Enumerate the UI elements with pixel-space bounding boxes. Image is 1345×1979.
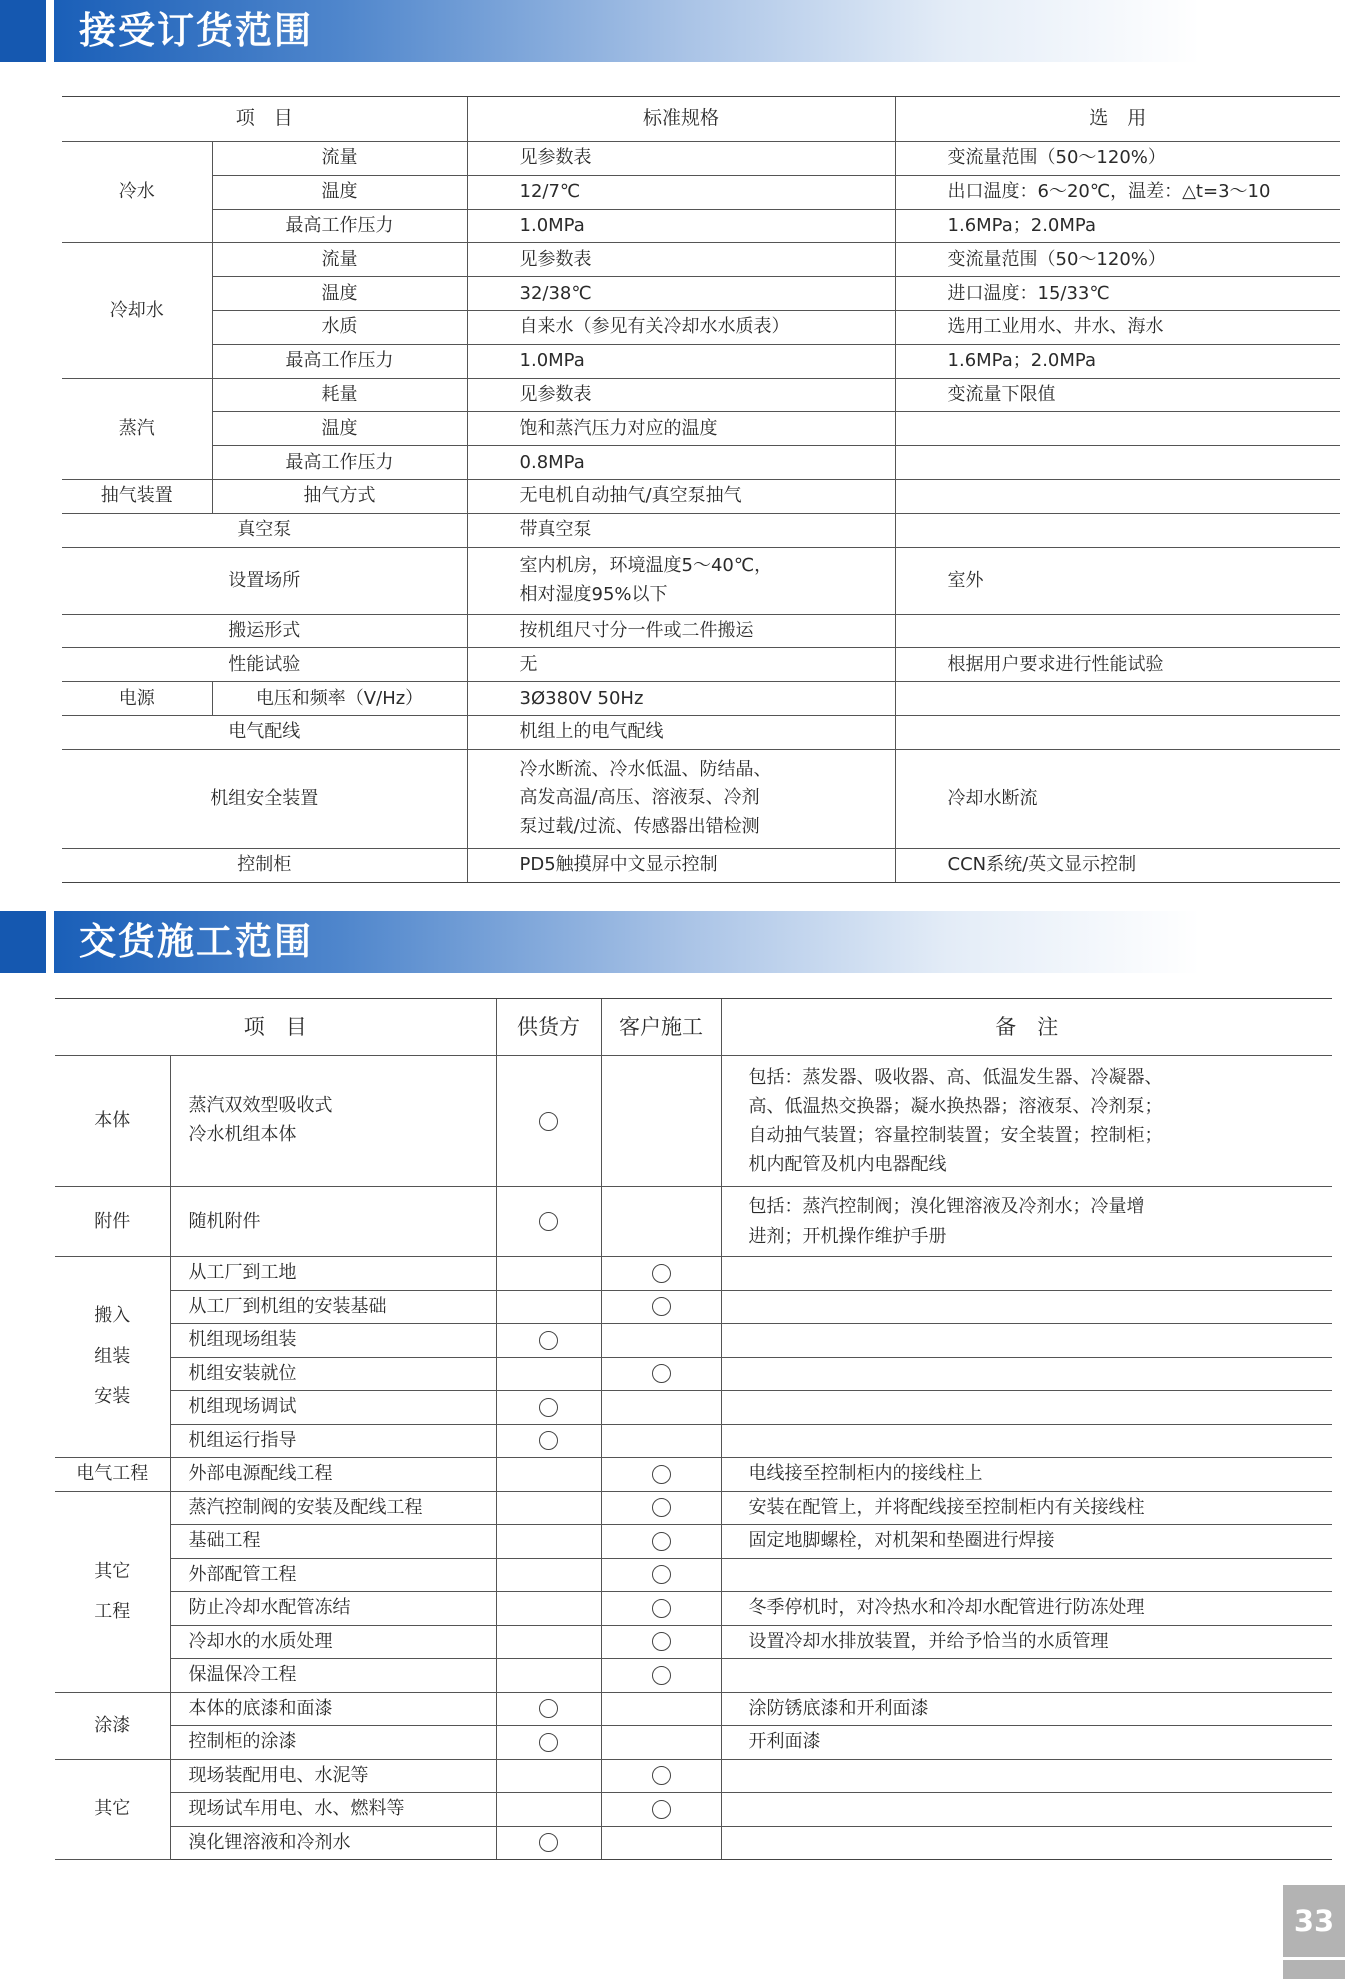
- supplier-cell: [496, 1659, 601, 1693]
- table-header-row: [62, 97, 1340, 142]
- supplier-cell: [496, 1793, 601, 1827]
- remark-cell: [721, 1659, 1332, 1693]
- table-row: [62, 142, 1340, 176]
- item-cell: 现场装配用电、水泥等: [170, 1759, 496, 1793]
- sub-item-cell: 抽气方式: [212, 479, 467, 513]
- item-cell: 机组安装就位: [170, 1357, 496, 1391]
- table-row: [62, 648, 1340, 682]
- supplier-cell: [496, 1056, 601, 1187]
- header-spec: 标准规格: [467, 97, 895, 142]
- circle-mark-icon: [652, 1264, 671, 1283]
- circle-mark-icon: [652, 1364, 671, 1383]
- option-cell: 变流量下限值: [895, 378, 1340, 412]
- sub-item-cell: 最高工作压力: [212, 209, 467, 243]
- circle-mark-icon: [652, 1632, 671, 1651]
- option-cell: 出口温度：6～20℃，温差：△t=3～10: [895, 175, 1340, 209]
- group-line: 工程: [94, 1600, 131, 1622]
- customer-cell: [601, 1290, 721, 1324]
- option-cell: 变流量范围（50～120%）: [895, 243, 1340, 277]
- supplier-cell: [496, 1357, 601, 1391]
- circle-mark-icon: [539, 1699, 558, 1718]
- option-cell: 1.6MPa；2.0MPa: [895, 344, 1340, 378]
- option-cell: [895, 513, 1340, 547]
- circle-mark-icon: [539, 1331, 558, 1350]
- item-cell: 设置场所: [62, 547, 467, 614]
- group-line: 组装: [94, 1345, 131, 1367]
- remark-line: 机内配管及机内电器配线: [748, 1154, 947, 1176]
- remark-cell: 设置冷却水排放装置，并给予恰当的水质管理: [721, 1625, 1332, 1659]
- spec-cell: 按机组尺寸分一件或二件搬运: [467, 614, 895, 648]
- option-cell: [895, 715, 1340, 749]
- spec-cell: 1.0MPa: [467, 344, 895, 378]
- group-cell: 蒸汽: [62, 378, 212, 479]
- table-row: [55, 1458, 1332, 1492]
- remark-line: 包括：蒸汽控制阀；溴化锂溶液及冷剂水；冷量增: [748, 1196, 1145, 1218]
- option-cell: [895, 682, 1340, 716]
- item-cell: 机组现场组装: [170, 1324, 496, 1358]
- spec-line: 相对湿度95%以下: [519, 583, 668, 605]
- table-row: [55, 1525, 1332, 1559]
- supplier-cell: [496, 1592, 601, 1626]
- table-row: [55, 1290, 1332, 1324]
- table-row: [62, 378, 1340, 412]
- remark-cell: [721, 1187, 1332, 1257]
- remark-cell: 冬季停机时，对冷热水和冷却水配管进行防冻处理: [721, 1592, 1332, 1626]
- item-cell: 从工厂到机组的安装基础: [170, 1290, 496, 1324]
- spec-cell: 带真空泵: [467, 513, 895, 547]
- item-cell: 机组安全装置: [62, 749, 467, 848]
- customer-cell: [601, 1592, 721, 1626]
- table-row: [55, 1826, 1332, 1860]
- remark-cell: 涂防锈底漆和开利面漆: [721, 1692, 1332, 1726]
- item-cell: 从工厂到工地: [170, 1257, 496, 1291]
- circle-mark-icon: [652, 1766, 671, 1785]
- option-cell: CCN系统/英文显示控制: [895, 848, 1340, 882]
- section-banner-delivery-scope: [0, 911, 1200, 973]
- table-row: [62, 715, 1340, 749]
- table-row: [55, 1187, 1332, 1257]
- sub-item-cell: 电压和频率（V/Hz）: [212, 682, 467, 716]
- sub-item-cell: 流量: [212, 142, 467, 176]
- option-cell: 冷却水断流: [895, 749, 1340, 848]
- item-cell: 外部配管工程: [170, 1558, 496, 1592]
- header-customer: 客户施工: [601, 999, 721, 1056]
- circle-mark-icon: [652, 1565, 671, 1584]
- table-row: [55, 1491, 1332, 1525]
- remark-cell: [721, 1826, 1332, 1860]
- remark-line: 高、低温热交换器；凝水换热器；溶液泵、冷剂泵；: [748, 1095, 1163, 1117]
- circle-mark-icon: [652, 1666, 671, 1685]
- customer-cell: [601, 1424, 721, 1458]
- spec-cell: 饱和蒸汽压力对应的温度: [467, 412, 895, 446]
- item-cell: 机组现场调试: [170, 1391, 496, 1425]
- table-row: [55, 1391, 1332, 1425]
- group-cell: 冷水: [62, 142, 212, 243]
- remark-line: 自动抽气装置；容量控制装置；安全装置；控制柜；: [748, 1125, 1163, 1146]
- table-row: [55, 1424, 1332, 1458]
- spec-cell: 机组上的电气配线: [467, 715, 895, 749]
- remark-cell: [721, 1424, 1332, 1458]
- table-row: [62, 749, 1340, 848]
- header-remark: 备 注: [721, 999, 1332, 1056]
- sub-item-cell: 温度: [212, 277, 467, 311]
- circle-mark-icon: [652, 1599, 671, 1618]
- customer-cell: [601, 1491, 721, 1525]
- item-cell: 真空泵: [62, 513, 467, 547]
- table-row: [55, 1324, 1332, 1358]
- supplier-cell: [496, 1826, 601, 1860]
- page-number-bar: [1283, 1960, 1345, 1979]
- spec-cell: 1.0MPa: [467, 209, 895, 243]
- remark-cell: [721, 1558, 1332, 1592]
- remark-cell: [721, 1759, 1332, 1793]
- supplier-cell: [496, 1491, 601, 1525]
- section-title: 交货施工范围: [79, 920, 313, 963]
- spec-cell: [467, 749, 895, 848]
- item-cell: 现场试车用电、水、燃料等: [170, 1793, 496, 1827]
- sub-item-cell: 流量: [212, 243, 467, 277]
- customer-cell: [601, 1257, 721, 1291]
- customer-cell: [601, 1391, 721, 1425]
- table-row: [55, 1659, 1332, 1693]
- table-row: [55, 1257, 1332, 1291]
- remark-cell: [721, 1793, 1332, 1827]
- spec-line: 室内机房，环境温度5～40℃，: [519, 554, 773, 576]
- remark-cell: [721, 1290, 1332, 1324]
- table-row: [62, 479, 1340, 513]
- group-cell: 其它: [55, 1759, 170, 1860]
- section-title: 接受订货范围: [79, 9, 313, 52]
- spec-cell: [467, 547, 895, 614]
- supplier-cell: [496, 1187, 601, 1257]
- table-row: [55, 1692, 1332, 1726]
- customer-cell: [601, 1525, 721, 1559]
- customer-cell: [601, 1324, 721, 1358]
- table-row: [55, 1625, 1332, 1659]
- table-row: [55, 1056, 1332, 1187]
- circle-mark-icon: [539, 1733, 558, 1752]
- remark-cell: [721, 1324, 1332, 1358]
- table-row: [62, 175, 1340, 209]
- table-row: [62, 848, 1340, 882]
- spec-cell: 无: [467, 648, 895, 682]
- option-cell: [895, 614, 1340, 648]
- supplier-cell: [496, 1759, 601, 1793]
- circle-mark-icon: [539, 1398, 558, 1417]
- option-cell: 变流量范围（50～120%）: [895, 142, 1340, 176]
- sub-item-cell: 最高工作压力: [212, 344, 467, 378]
- group-cell: [55, 1491, 170, 1692]
- item-cell: 性能试验: [62, 648, 467, 682]
- table-row: [55, 1592, 1332, 1626]
- table-row: [55, 1759, 1332, 1793]
- item-cell: [170, 1056, 496, 1187]
- group-cell: 电源: [62, 682, 212, 716]
- table-row: [62, 547, 1340, 614]
- spec-cell: 32/38℃: [467, 277, 895, 311]
- remark-line: 进剂；开机操作维护手册: [748, 1225, 947, 1247]
- item-cell: 溴化锂溶液和冷剂水: [170, 1826, 496, 1860]
- spec-line: 高发高温/高压、溶液泵、冷剂: [519, 787, 760, 809]
- remark-cell: [721, 1257, 1332, 1291]
- item-cell: 基础工程: [170, 1525, 496, 1559]
- header-option: 选 用: [895, 97, 1340, 142]
- sub-item-cell: 温度: [212, 175, 467, 209]
- item-cell: 防止冷却水配管冻结: [170, 1592, 496, 1626]
- item-cell: 控制柜的涂漆: [170, 1726, 496, 1760]
- circle-mark-icon: [652, 1465, 671, 1484]
- header-supplier: 供货方: [496, 999, 601, 1056]
- supplier-cell: [496, 1525, 601, 1559]
- sub-item-cell: 水质: [212, 310, 467, 344]
- customer-cell: [601, 1826, 721, 1860]
- table-row: [62, 243, 1340, 277]
- page-number: 33: [1283, 1885, 1345, 1957]
- table-row: [62, 277, 1340, 311]
- customer-cell: [601, 1558, 721, 1592]
- spec-line: 泵过载/过流、传感器出错检测: [519, 816, 760, 838]
- option-cell: [895, 412, 1340, 446]
- group-cell: 冷却水: [62, 243, 212, 378]
- item-cell: 机组运行指导: [170, 1424, 496, 1458]
- group-line: 搬入: [94, 1305, 131, 1327]
- order-scope-table: [62, 96, 1340, 883]
- supplier-cell: [496, 1625, 601, 1659]
- item-line: 蒸汽双效型吸收式: [188, 1095, 333, 1117]
- customer-cell: [601, 1659, 721, 1693]
- sub-item-cell: 最高工作压力: [212, 446, 467, 480]
- customer-cell: [601, 1187, 721, 1257]
- item-cell: 本体的底漆和面漆: [170, 1692, 496, 1726]
- supplier-cell: [496, 1558, 601, 1592]
- customer-cell: [601, 1357, 721, 1391]
- header-item: 项 目: [55, 999, 496, 1056]
- spec-cell: 无电机自动抽气/真空泵抽气: [467, 479, 895, 513]
- table-row: [55, 1793, 1332, 1827]
- customer-cell: [601, 1625, 721, 1659]
- remark-cell: 固定地脚螺栓，对机架和垫圈进行焊接: [721, 1525, 1332, 1559]
- table-row: [62, 513, 1340, 547]
- circle-mark-icon: [652, 1800, 671, 1819]
- remark-cell: 安装在配管上，并将配线接至控制柜内有关接线柱: [721, 1491, 1332, 1525]
- option-cell: 室外: [895, 547, 1340, 614]
- customer-cell: [601, 1458, 721, 1492]
- circle-mark-icon: [539, 1833, 558, 1852]
- sub-item-cell: 耗量: [212, 378, 467, 412]
- group-cell: 抽气装置: [62, 479, 212, 513]
- supplier-cell: [496, 1391, 601, 1425]
- supplier-cell: [496, 1257, 601, 1291]
- supplier-cell: [496, 1290, 601, 1324]
- item-cell: 随机附件: [170, 1187, 496, 1257]
- table-row: [62, 446, 1340, 480]
- customer-cell: [601, 1793, 721, 1827]
- spec-cell: 3Ø380V 50Hz: [467, 682, 895, 716]
- option-cell: [895, 446, 1340, 480]
- group-cell: [55, 1257, 170, 1458]
- spec-cell: 0.8MPa: [467, 446, 895, 480]
- remark-cell: 电线接至控制柜内的接线柱上: [721, 1458, 1332, 1492]
- circle-mark-icon: [539, 1112, 558, 1131]
- group-line: 安装: [94, 1386, 131, 1408]
- group-line: 其它: [94, 1560, 131, 1582]
- table-row: [55, 1726, 1332, 1760]
- group-cell: 电气工程: [55, 1458, 170, 1492]
- group-cell: 本体: [55, 1056, 170, 1187]
- option-cell: 1.6MPa；2.0MPa: [895, 209, 1340, 243]
- item-line: 冷水机组本体: [188, 1124, 297, 1145]
- spec-cell: 见参数表: [467, 142, 895, 176]
- header-item: 项 目: [62, 97, 467, 142]
- circle-mark-icon: [652, 1297, 671, 1316]
- table-row: [62, 682, 1340, 716]
- remark-line: 包括：蒸发器、吸收器、高、低温发生器、冷凝器、: [748, 1066, 1163, 1088]
- circle-mark-icon: [652, 1498, 671, 1517]
- section-banner-order-scope: [0, 0, 1200, 62]
- supplier-cell: [496, 1726, 601, 1760]
- supplier-cell: [496, 1458, 601, 1492]
- spec-cell: 见参数表: [467, 243, 895, 277]
- table-row: [55, 1558, 1332, 1592]
- table-row: [62, 412, 1340, 446]
- circle-mark-icon: [539, 1212, 558, 1231]
- supplier-cell: [496, 1324, 601, 1358]
- customer-cell: [601, 1726, 721, 1760]
- table-row: [62, 614, 1340, 648]
- table-row: [62, 344, 1340, 378]
- circle-mark-icon: [652, 1532, 671, 1551]
- table-header-row: [55, 999, 1332, 1056]
- remark-cell: [721, 1056, 1332, 1187]
- customer-cell: [601, 1056, 721, 1187]
- option-cell: 选用工业用水、井水、海水: [895, 310, 1340, 344]
- remark-cell: [721, 1391, 1332, 1425]
- item-cell: 蒸汽控制阀的安装及配线工程: [170, 1491, 496, 1525]
- option-cell: [895, 479, 1340, 513]
- sub-item-cell: 温度: [212, 412, 467, 446]
- customer-cell: [601, 1759, 721, 1793]
- item-cell: 电气配线: [62, 715, 467, 749]
- remark-cell: 开利面漆: [721, 1726, 1332, 1760]
- spec-line: 冷水断流、冷水低温、防结晶、: [519, 758, 772, 780]
- spec-cell: 12/7℃: [467, 175, 895, 209]
- group-cell: 附件: [55, 1187, 170, 1257]
- item-cell: 搬运形式: [62, 614, 467, 648]
- option-cell: 进口温度：15/33℃: [895, 277, 1340, 311]
- item-cell: 冷却水的水质处理: [170, 1625, 496, 1659]
- item-cell: 外部电源配线工程: [170, 1458, 496, 1492]
- spec-cell: 自来水（参见有关冷却水水质表）: [467, 310, 895, 344]
- supplier-cell: [496, 1692, 601, 1726]
- supplier-cell: [496, 1424, 601, 1458]
- remark-cell: [721, 1357, 1332, 1391]
- delivery-scope-table: [55, 998, 1332, 1860]
- table-row: [62, 209, 1340, 243]
- table-row: [55, 1357, 1332, 1391]
- spec-cell: PD5触摸屏中文显示控制: [467, 848, 895, 882]
- circle-mark-icon: [539, 1431, 558, 1450]
- group-cell: 涂漆: [55, 1692, 170, 1759]
- table-row: [62, 310, 1340, 344]
- option-cell: 根据用户要求进行性能试验: [895, 648, 1340, 682]
- item-cell: 控制柜: [62, 848, 467, 882]
- item-cell: 保温保冷工程: [170, 1659, 496, 1693]
- customer-cell: [601, 1692, 721, 1726]
- spec-cell: 见参数表: [467, 378, 895, 412]
